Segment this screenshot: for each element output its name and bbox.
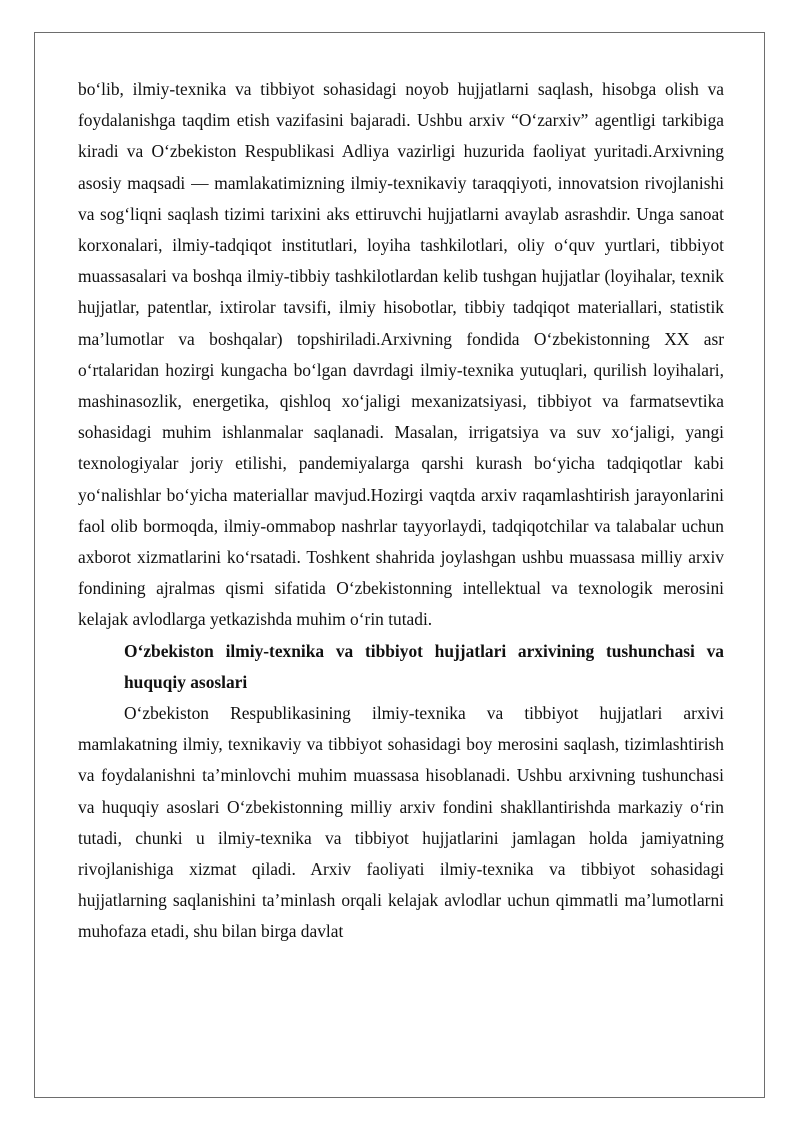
paragraph-intro: O‘zbekiston Respublikasining ilmiy-texnika va tibbiyot hujjatlari arxivi mamlakatning ilmiy, texnikaviy va tibbiyot sohasidagi boy merosini saqlash, tizimlashtirish va foydalanishni ta’minlovchi muhim muassasa hisoblanadi. Ushbu arxivning tushunchasi va huquqiy asoslari O‘zbekistonning milliy arxiv fondini shakllantirishda markaziy o‘rin tutadi, chunki u ilmiy-texnika va tibbiyot hujjatlarini jamlagan holda jamiyatning rivojlanishiga xizmat qiladi. Arxiv faoliyati ilmiy-texnika va tibbiyot sohasidagi hujjatlarning saqlanishini ta’minlash orqali kelajak avlodlar uchun qimmatli ma’lumotlarni muhofaza etadi, shu bilan birga davlat [78, 703, 724, 942]
section-heading: O‘zbekiston ilmiy-texnika va tibbiyot hujjatlari arxivining tushunchasi va huquqiy asoslari [124, 640, 724, 692]
paragraph-continuation: bo‘lib, ilmiy-texnika va tibbiyot sohasidagi noyob hujjatlarni saqlash, hisobga olish va foydalanishga taqdim etish vazifasini bajaradi. Ushbu arxiv “O‘zarxiv” agentligi tarkibiga kiradi va O‘zbekiston Respublikasi Adliya vazirligi huzurida faoliyat yuritadi.Arxivning asosiy maqsadi — mamlakatimizning ilmiy-texnikaviy taraqqiyoti, innovatsion rivojlanishi va sog‘liqni saqlash tizimi tarixini aks ettiruvchi hujjatlarni avaylab asrashdir. Unga sanoat korxonalari, ilmiy-tadqiqot institutlari, loyiha tashkilotlari, oliy o‘quv yurtlari, tibbiyot muassasalari va boshqa ilmiy-tibbiy tashkilotlardan kelib tushgan hujjatlar (loyihalar, texnik hujjatlar, patentlar, ixtirolar tavsifi, ilmiy hisobotlar, tibbiy tadqiqot materiallari, statistik ma’lumotlar va boshqalar) topshiriladi.Arxivning fondida O‘zbekistonning XX asr o‘rtalaridan hozirgi kungacha bo‘lgan davrdagi ilmiy-texnika yutuqlari, qurilish loyihalari, mashinasozlik, energetika, qishloq xo‘jaligi mexanizatsiyasi, tibbiyot va farmatsevtika sohasidagi muhim ishlanmalar saqlanadi. Masalan, irrigatsiya va suv xo‘jaligi, yangi texnologiyalar joriy etilishi, pandemiyalarga qarshi kurash bo‘yicha tadqiqotlar kabi yo‘nalishlar bo‘yicha materiallar mavjud.Hozirgi vaqtda arxiv raqamlashtirish jarayonlarini faol olib bormoqda, ilmiy-ommabop nashrlar tayyorlaydi, tadqiqotchilar va talabalar uchun axborot xizmatlarini ko‘rsatadi. Toshkent shahrida joylashgan ushbu muassasa milliy arxiv fondining ajralmas qismi sifatida O‘zbekistonning intellektual va texnologik merosini kelajak avlodlarga yetkazishda muhim o‘rin tutadi. [78, 79, 724, 630]
document-body [78, 74, 724, 948]
